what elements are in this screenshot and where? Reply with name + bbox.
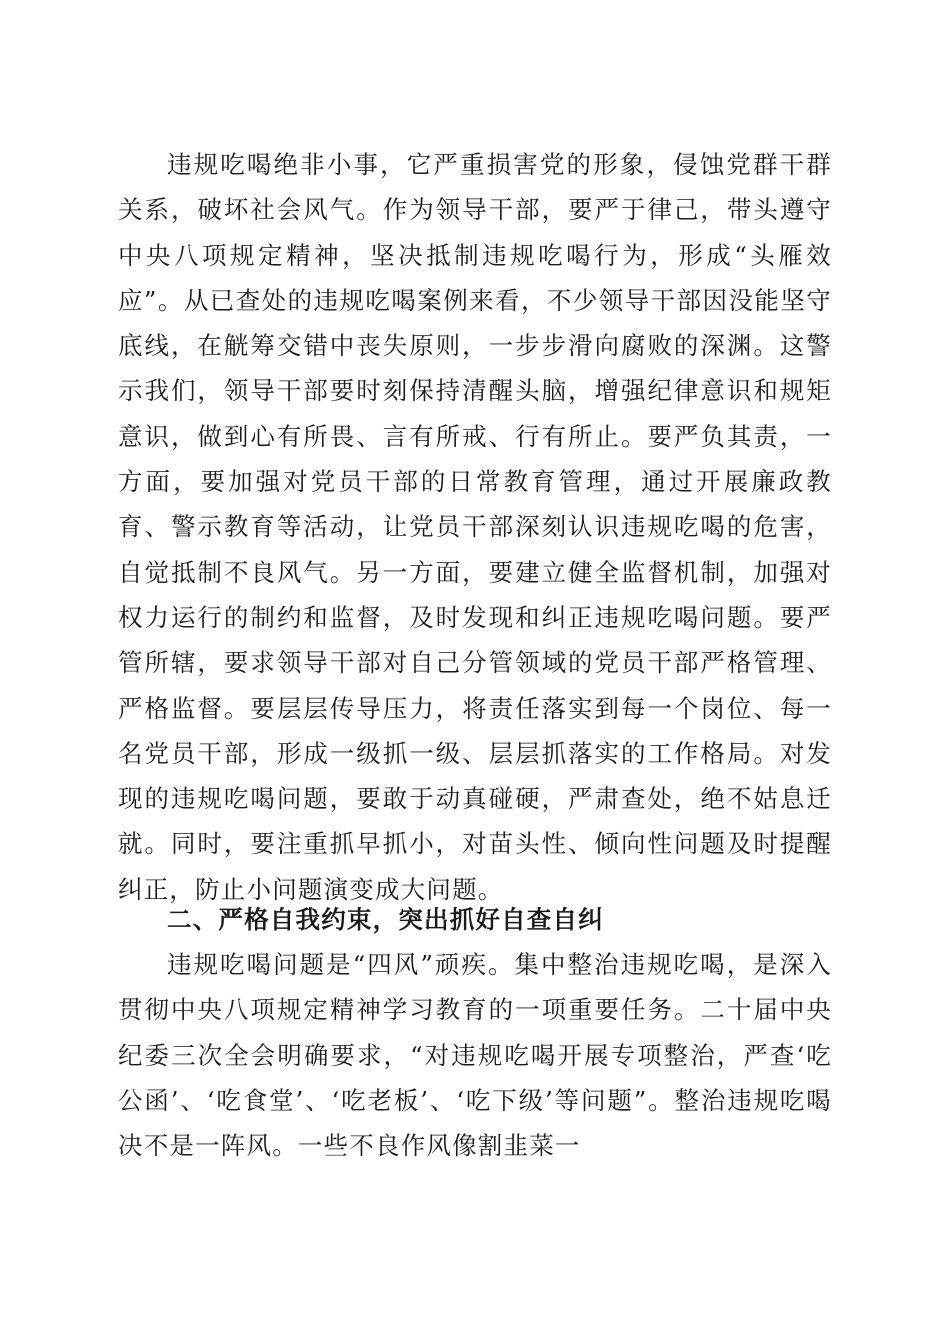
body-paragraph: 违规吃喝绝非小事，它严重损害党的形象，侵蚀党群干群关系，破坏社会风气。作为领导干部，要严于律己，带头遵守中央八项规定精神，坚决抵制违规吃喝行为，形成“头雁效应”。从已查处的违规吃喝案例来看，不少领导干部因没能坚守底线，在觥筹交错中丧失原则，一步步滑向腐败的深渊。这警示我们，领导干部要时刻保持清醒头脑，增强纪律意识和规矩意识，做到心有所畏、言有所戒、行有所止。要严负其责，一方面，要加强对党员干部的日常教育管理，通过开展廉政教育、警示教育等活动，让党员干部深刻认识违规吃喝的危害，自觉抵制不良风气。另一方面，要建立健全监督机制，加强对权力运行的制约和监督，及时发现和纠正违规吃喝问题。要严管所辖，要求领导干部对自己分管领域的党员干部严格管理、严格监督。要层层传导压力，将责任落实到每一个岗位、每一名党员干部，形成一级抓一级、层层抓落实的工作格局。对发现的违规吃喝问题，要敢于动真碰硬，严肃查处，绝不姑息迁就。同时，要注重抓早抓小，对苗头性、倾向性问题及时提醒纠正，防止小问题演变成大问题。 — [118, 150, 832, 904]
section-heading: 二、严格自我约束，突出抓好自查自纠 — [167, 905, 604, 934]
body-paragraph: 违规吃喝问题是“四风”顽疾。集中整治违规吃喝，是深入贯彻中央八项规定精神学习教育的一项重要任务。二十届中央纪委三次全会明确要求，“对违规吃喝开展专项整治，严查‘吃公函’、‘吃食堂’、‘吃老板’、‘吃下级’等问题”。整治违规吃喝决不是一阵风。一些不良作风像割韭菜一 — [118, 950, 832, 1161]
